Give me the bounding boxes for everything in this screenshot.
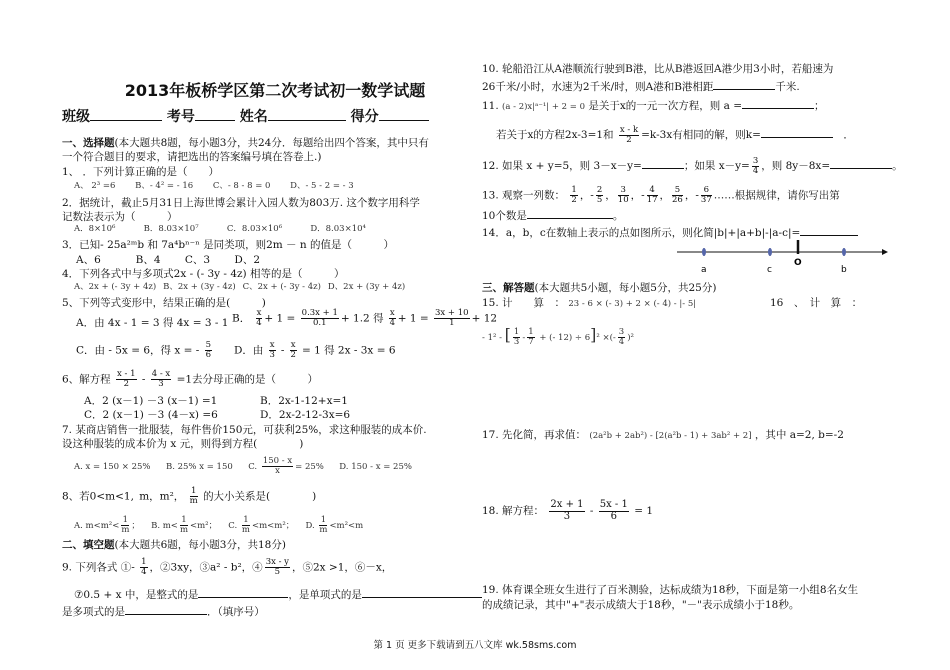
q17 (482, 428, 844, 442)
q7-opt-a: A. x = 150 × 25% (74, 461, 151, 472)
q2-opt-c: C．8.03×10⁶ (226, 224, 283, 234)
q15-expr: 23 - 6 × (- 3) + 2 × (- 4) - |- 5| (568, 299, 697, 309)
q2-opt-a: A．8×10⁶ (74, 224, 116, 234)
frac-4x-3: $\frac{4 - x}{3}$ (151, 369, 171, 389)
frac-1-4: $\frac{1}{4}$ (141, 557, 147, 577)
section3-header (482, 281, 716, 295)
q16-a: - 1² - (482, 333, 502, 343)
section1-desc: (本大题共8题，每小题3分，共24分．每题给出四个答案，其中只有 (114, 137, 429, 149)
q3-opt-b: B、4 (135, 254, 161, 266)
q6-opt-d: D．2x-2-12-3x=6 (260, 409, 351, 421)
q19a: 19. 体育课全班女生进行了百米测验，达标成绩为18秒，下面是第一小组8名女生 (482, 584, 859, 596)
name-label: 姓名 (239, 109, 268, 125)
q2-opt-b: B．8.03×10⁷ (143, 224, 199, 234)
q8-prefix: 8、若0<m<1, (62, 490, 134, 503)
section3-desc: (本大题共5小题，每小题5分，共25分) (534, 282, 717, 294)
q5b-prefix: B． (232, 312, 251, 325)
frac-3x: $\frac{3x + 10}{1}$ (435, 308, 469, 328)
label-b: b (841, 265, 847, 275)
q6: 6、解方程 $\frac{x - 1}{2}$ - $\frac{4 - x}{3}$ =1去分母正确的是（ ） (62, 369, 319, 389)
q8-opt-d: D. (305, 520, 315, 531)
exam-no-label: 考号 (166, 109, 195, 125)
q3-opt-a: A、6 (76, 254, 101, 266)
label-o: O (794, 258, 802, 268)
q13-b: ……根据规律，请你写出第 (713, 189, 840, 202)
q11-no: 11. (482, 100, 499, 112)
frac-x-2: $\frac{x}{2}$ (290, 340, 296, 360)
q11-text: 是关于x的一元一次方程，则 a = (588, 100, 742, 112)
number-line (482, 0, 892, 290)
q8-options: A. m<m²< $\frac{1}{m}$ ； B. m< $\frac{1}{m}$ <m²； C. $\frac{1}{m}$ <m<m²； D. $\frac{1}{m}$ <m²<m (74, 515, 364, 535)
q10a: 10. 轮船沿江从A港顺流行驶到B港，比从B港返回A港少用3小时，若船速为 (482, 63, 834, 75)
q7-opt-b: B. 25% x = 150 (165, 461, 233, 472)
frac-x-4b: $\frac{x}{4}$ (389, 308, 396, 328)
q5d-end: = 1 得 2x - 3x = 6 (301, 344, 396, 357)
q9-d: ⑦0.5 + x 中，是整式的是 (74, 589, 199, 601)
q3-opt-c: C、3 (184, 254, 211, 266)
q1-opt-a: A、 2³ =6 (74, 181, 116, 191)
q9-blank-1[interactable] (198, 585, 288, 598)
point-c (768, 248, 772, 256)
q4-opt-c: C、2x + (- 3y - 4z) (242, 282, 321, 292)
q8: 8、若0<m<1, m，m²， $\frac{1}{m}$ 的大小关系是( ) (62, 486, 317, 506)
q12-text: 12. 如果 x + y=5，则 3－x－y= (482, 160, 642, 172)
header-fields (62, 108, 429, 127)
score-label: 得分 (350, 109, 379, 125)
q4-opt-a: A、2x + (- 3y + 4z) (74, 282, 157, 292)
name-blank[interactable] (268, 108, 346, 121)
q11-d: 若关于x的方程2x-3=1和 (496, 129, 614, 141)
q17-values: ，其中 a=2, b=-2 (754, 429, 844, 441)
q8-opt-b: B. (151, 520, 161, 531)
q3-opt-d: D、2 (234, 254, 261, 266)
q16-c: ×(- (602, 333, 616, 343)
q9 (62, 558, 392, 577)
q18-text: 18. 解方程： (482, 505, 545, 517)
q9-g: ．（填序号） (207, 606, 265, 618)
q16-expr: - 1² - [ $\frac{1}{3}$ - $\frac{1}{7}$ + (- 12) ÷ 6]² ×(- $\frac{3}{4}$ )² (482, 325, 634, 347)
q16-b: + (- 12) ÷ 6 (539, 333, 591, 343)
q13-c: 10个数是 (482, 210, 527, 222)
q9-c: ，⑤2x >1，⑥－x， (291, 561, 393, 574)
section1-header (62, 136, 429, 150)
section1-heading: 一、选择题 (62, 137, 115, 149)
q9-blank-3[interactable] (125, 602, 207, 615)
q18-expr: = 1 (634, 505, 654, 517)
q8-end: 的大小关系是( ) (203, 490, 317, 503)
q11-e: =k-3x有相同的解，则k= (641, 129, 761, 141)
frac-1-m: $\frac{1}{m}$ (189, 486, 198, 506)
q5b-mid: + 1 = (264, 312, 299, 325)
q7b: 设这种服装的成本价为 x 元，则得到方程( ) (62, 438, 304, 450)
frac-x-3: $\frac{x}{3}$ (269, 340, 275, 360)
q10-text: 26千米/小时，水速为2千米/时，则A港和B港相距 (482, 81, 714, 93)
axis-arrow (882, 249, 888, 255)
q13-text: 13. 观察一列数： (482, 189, 566, 202)
q19b: 的成绩记录，其中"+"表示成绩大于18秒，"－"表示成绩小于18秒。 (482, 599, 800, 611)
q1: 1、 ．下列计算正确的是（ ） (62, 166, 220, 178)
frac-x-4: $\frac{x}{4}$ (256, 308, 262, 328)
q9-b: ，②3xy，③a² - b²，④ (149, 561, 263, 574)
q7a: 7. 某商店销售一批服装，每件售价150元，可获利25%，求这种服装的成本价. (62, 424, 427, 436)
q9-f: 是多项式的是 (62, 606, 125, 618)
q1-opt-d: D、- 5 - 2 = - 3 (290, 181, 354, 191)
q13: 13. 观察一列数： $\frac{1}{2}$ ，- $\frac{2}{5}$ ， $\frac{3}{10}$ ，- $\frac{4}{17}$ ， $\frac{5}{26}$ ，- $\frac{6}{37}$ ……根据规律，请你写出第 (482, 185, 840, 205)
page-title: 2013年板桥学区第二次考试初一数学试题 (124, 81, 426, 100)
q5d-prefix: D．由 (234, 344, 264, 357)
class-blank[interactable] (90, 108, 162, 121)
frac-5-6: $\frac{5}{6}$ (205, 340, 212, 360)
q12-b: ；如果 x－y= (683, 160, 750, 172)
q18: 18. 解方程： $\frac{2x + 1}{3}$ - $\frac{5x - 1}{6}$ = 1 (482, 499, 654, 522)
q9-line2 (74, 585, 482, 602)
frac-03x: $\frac{0.3x + 1}{0.1}$ (301, 308, 338, 328)
q2-options (74, 224, 366, 235)
page-footer: 第 1 页 更多下载请到五八文库 wk.58sms.com (373, 640, 577, 651)
q11-f: ． (843, 129, 854, 141)
q8-opt-a: A. (74, 520, 83, 531)
q8-opt-c: C. (228, 520, 238, 531)
q17-text: 17. 先化简，再求值： (482, 429, 587, 441)
q5-opt-b (232, 309, 497, 328)
q11-expr: (a - 2)x|ᵃ⁻¹| + 2 = 0 (502, 102, 585, 112)
q2-opt-d: D．8.03×10⁴ (310, 224, 366, 234)
q10-unit: 千米. (775, 81, 800, 93)
q9-blank-2[interactable] (362, 585, 482, 598)
section1-desc2: 一个符合题目的要求，请把选出的答案编号填在答卷上.) (62, 151, 322, 163)
q14-text: 14．a，b，c在数轴上表示的点如图所示，则化简|b|+|a+b|-|a-c|= (482, 227, 801, 239)
frac-150x-x: $\frac{150 - x}{x}$ (262, 456, 293, 476)
section3-heading: 三、解答题 (482, 282, 535, 294)
q2b: 记数法表示为（ ） (62, 211, 178, 223)
exam-no-blank[interactable] (195, 108, 235, 121)
q11-sep: ； (814, 100, 825, 112)
q1-opt-c: C、- 8 - 8 = 0 (212, 181, 271, 191)
class-label: 班级 (62, 109, 90, 125)
section2-desc: (本大题共6题，每小题3分，共18分) (114, 539, 286, 551)
q4: 4．下列各式中与多项式2x - (- 3y - 4z) 相等的是（ ） (62, 268, 345, 280)
q12-c: ，则 8y－8x= (761, 160, 831, 172)
q5-opt-d: D．由 $\frac{x}{3}$ - $\frac{x}{2}$ = 1 得 2x - 3x = 6 (234, 340, 396, 360)
q9-a: 9. 下列各式 ①- (62, 561, 139, 574)
q7-opt-c: C. (248, 461, 258, 472)
q13-d: 。 (612, 210, 624, 222)
q5: 5、下列等式变形中，结果正确的是( ) (62, 297, 266, 309)
q7-options: A. x = 150 × 25% B. 25% x = 150 C. $\frac{150 - x}{x}$ = 25% D. 150 - x = 25% (74, 456, 412, 476)
q15-text: 15. 计 算 ： (482, 297, 566, 309)
q2-text: 2．据统计，截止5月31日上海世博会累计入园人数为803万. 这个数字用科学 (62, 197, 420, 209)
score-blank[interactable] (379, 108, 429, 121)
q3: 3．已知- 25a²ᵐb 和 7a⁴bⁿ⁻ⁿ 是同类项，则2m － n 的值是（ ） (62, 239, 394, 251)
section2-heading: 二、填空题 (62, 539, 115, 551)
q7-opt-d: D. 150 - x = 25% (339, 461, 412, 472)
frac-3xy-5: $\frac{3x - y}{5}$ (265, 557, 289, 577)
q6-opt-a: A．2 (x－1) －3 (x－1) =1 (84, 395, 218, 407)
q6-end: =1去分母正确的是（ ） (176, 373, 319, 386)
q5b-end: + 1 = (397, 312, 433, 325)
q4-opt-d: D、2x + (3y + 4z) (327, 282, 406, 292)
q5b-mid2: + 1.2 得 (340, 312, 384, 325)
q1-opt-b: B、- 4² = - 16 (135, 181, 194, 191)
q6-opt-b: B．2x-1-12+x=1 (260, 395, 348, 407)
point-b (842, 248, 846, 256)
q16: 16 、 计 算 ： (770, 297, 863, 309)
q9-e: ，是单项式的是 (288, 589, 362, 601)
q6-prefix: 6、解方程 (62, 373, 111, 386)
q3-options (76, 253, 260, 267)
section2-header (62, 538, 286, 552)
q5-opt-a: A．由 4x - 1 = 3 得 4x = 3 - 1 (76, 317, 229, 329)
q16-d: )² (627, 333, 634, 343)
q6-opt-c: C．2 (x－1) －3 (4－x) =6 (84, 409, 218, 421)
frac-x1-2: $\frac{x - 1}{2}$ (117, 369, 136, 389)
point-a (702, 248, 706, 256)
q12-d: 。 (892, 160, 903, 172)
q1-options (74, 181, 354, 192)
q17-expr: (2a²b + 2ab²) - [2(a²b - 1) + 3ab² + 2] (589, 431, 752, 441)
label-c: c (767, 265, 772, 275)
frac-3-4: $\frac{3}{4}$ (752, 155, 759, 176)
q5c-text: C．由 - 5x = 6，得 x = - (76, 344, 200, 357)
q15 (482, 296, 696, 310)
q4-options (74, 282, 405, 293)
q2a (62, 196, 420, 210)
frac-xk-2: $\frac{x - k}{2}$ (619, 124, 639, 145)
q5b-tail: + 12 (471, 312, 498, 325)
q9-line3 (62, 602, 265, 619)
q5-opt-c (76, 341, 214, 360)
label-a: a (701, 265, 707, 275)
q4-opt-b: B、2x + (3y - 4z) (163, 282, 236, 292)
